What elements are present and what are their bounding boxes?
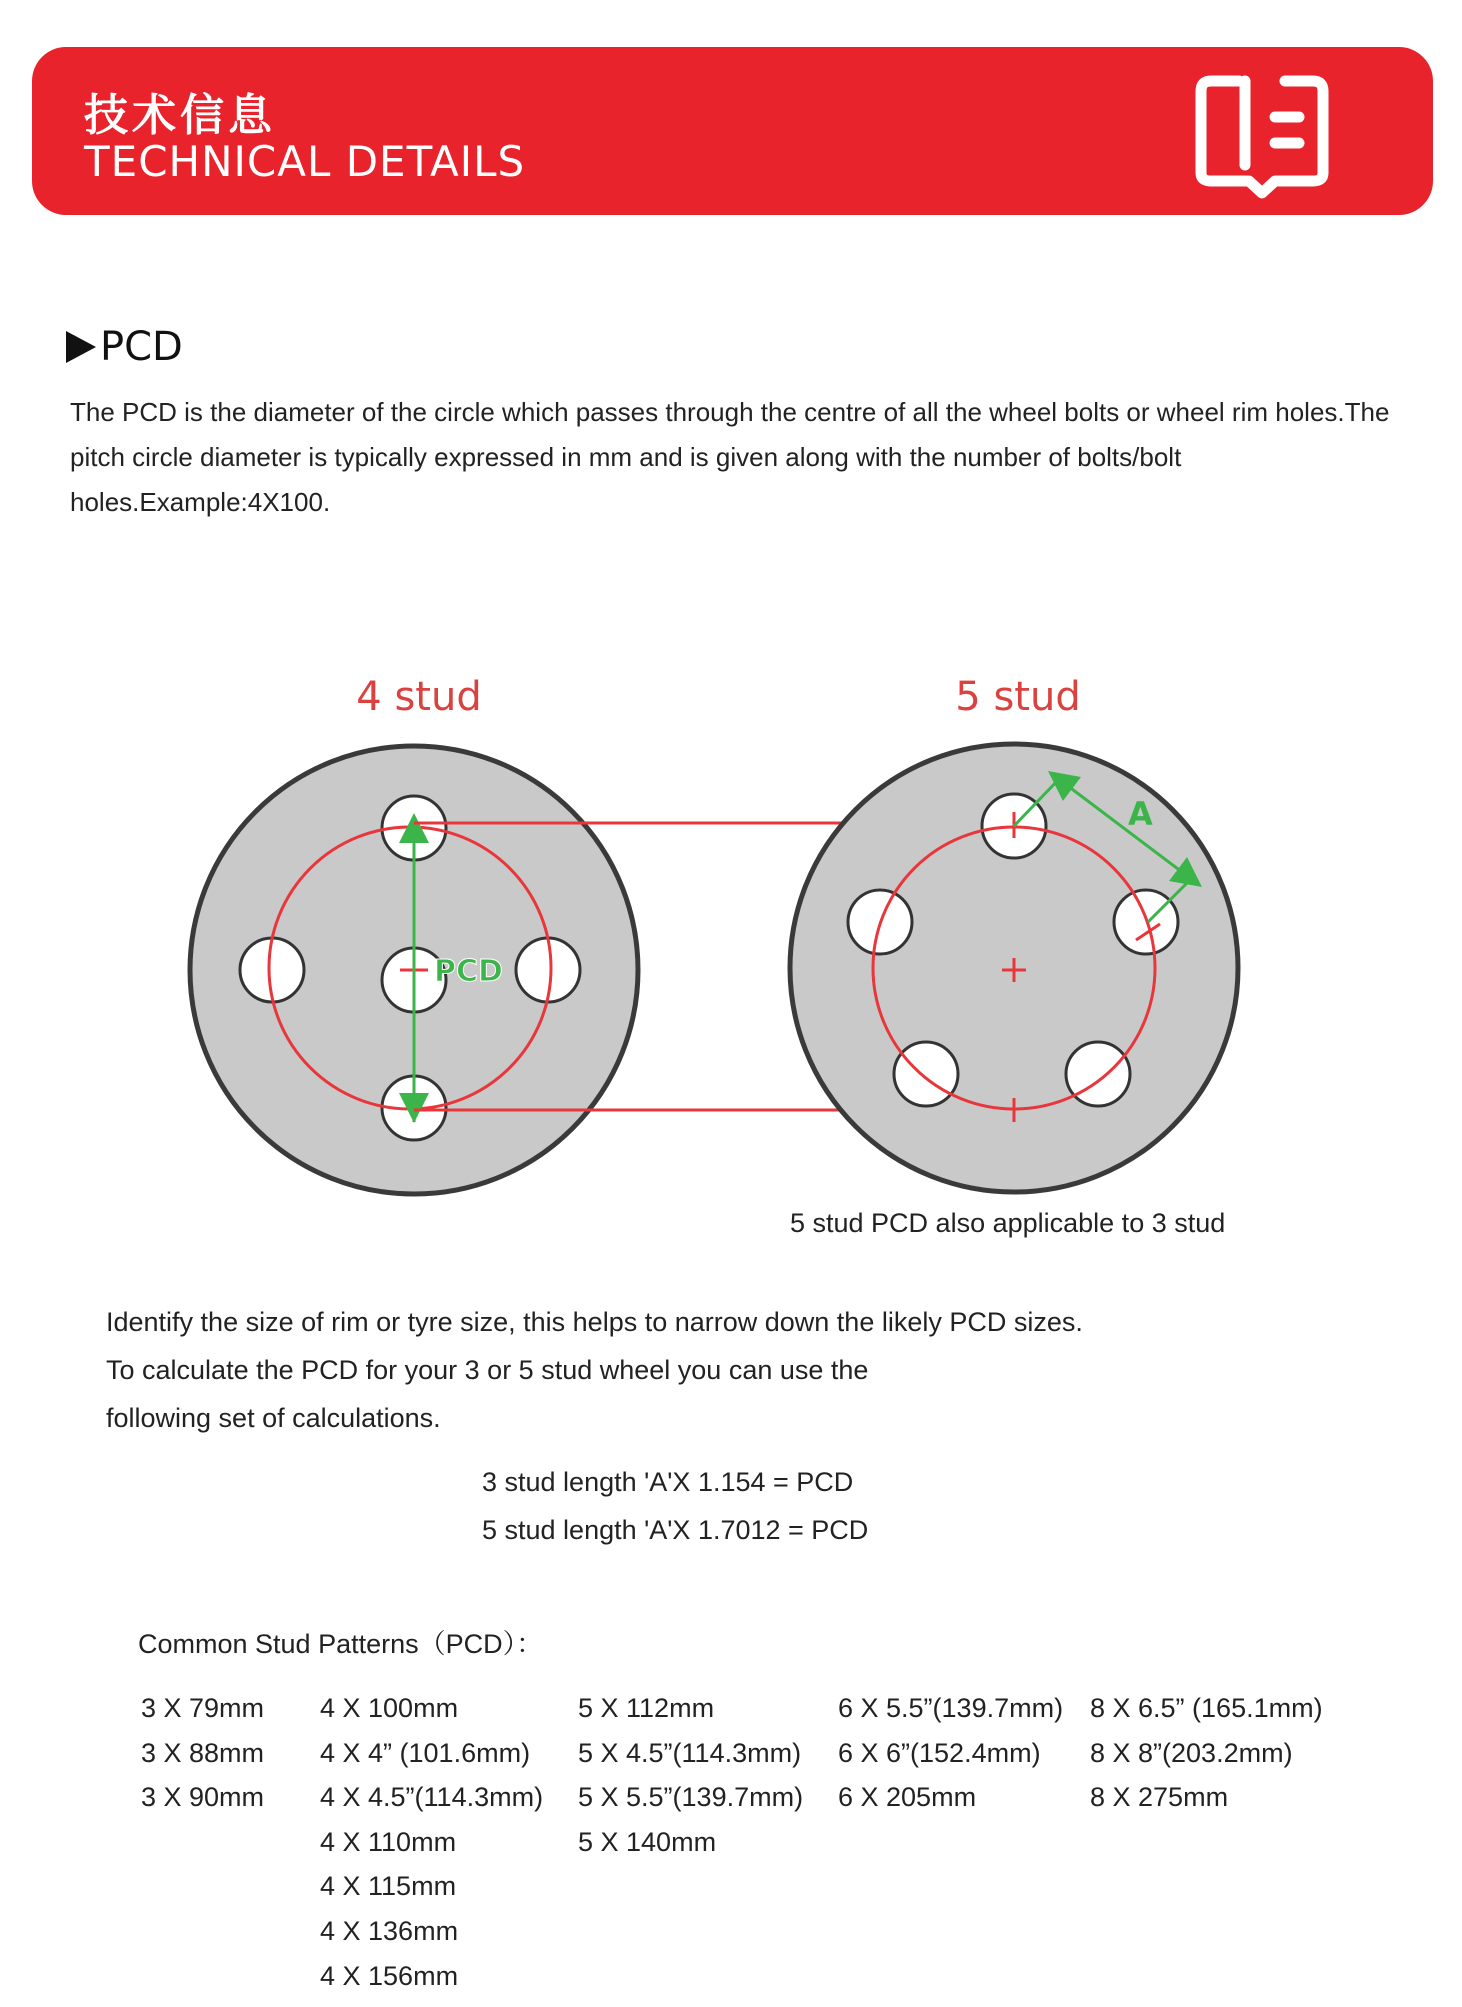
label-4-stud: 4 stud	[356, 674, 482, 720]
pattern-item: 5 X 4.5”(114.3mm)	[578, 1737, 802, 1768]
header-banner	[32, 47, 1433, 215]
pcd-description: The PCD is the diameter of the circle which passes through the centre of all the wheel bolts or wheel rim holes.The pitch circle diameter is typically expressed in mm and is given along with the number of bolts/bolt holes.Example:4X100.	[70, 397, 1390, 517]
pattern-item: 4 X 110mm	[320, 1826, 457, 1857]
patterns-column-4-stud	[320, 1686, 543, 1998]
label-5-stud: 5 stud	[955, 674, 1081, 720]
pattern-item: 8 X 8”(203.2mm)	[1090, 1737, 1293, 1768]
pcd-diagram	[0, 650, 1462, 1270]
pattern-item: 4 X 156mm	[320, 1960, 459, 1991]
formula-5-stud: 5 stud length 'A'X 1.7012 = PCD	[482, 1515, 869, 1545]
pattern-item: 4 X 4.5”(114.3mm)	[320, 1782, 544, 1813]
instruction-line-3: following set of calculations.	[106, 1403, 441, 1433]
diagram-caption: 5 stud PCD also applicable to 3 stud	[790, 1208, 1226, 1238]
patterns-column-6-stud	[838, 1686, 1063, 1820]
pcd-title-text: PCD	[100, 324, 183, 370]
pattern-item: 5 X 5.5”(139.7mm)	[578, 1782, 804, 1813]
common-patterns-title: Common Stud Patterns（PCD）：	[138, 1629, 544, 1659]
pattern-item: 4 X 115mm	[320, 1871, 457, 1902]
pattern-item: 4 X 4” (101.6mm)	[320, 1737, 531, 1768]
instructions-text	[106, 1298, 1346, 1442]
pcd-section-title	[66, 324, 183, 370]
pattern-item: 6 X 6”(152.4mm)	[838, 1737, 1041, 1768]
pattern-item: 6 X 5.5”(139.7mm)	[838, 1693, 1064, 1723]
pattern-item: 6 X 205mm	[838, 1782, 977, 1813]
triangle-bullet-icon	[66, 331, 96, 363]
pattern-item: 4 X 100mm	[320, 1693, 459, 1723]
formula-3-stud: 3 stud length 'A'X 1.154 = PCD	[482, 1467, 854, 1497]
pattern-item: 3 X 90mm	[141, 1782, 265, 1813]
instruction-line-2: To calculate the PCD for your 3 or 5 stud wheel you can use the	[106, 1355, 869, 1385]
pattern-item: 5 X 112mm	[578, 1693, 715, 1723]
label-pcd: PCD	[434, 954, 503, 989]
patterns-column-3-stud	[141, 1686, 264, 1820]
label-a: A	[1128, 795, 1153, 833]
wheel-4-stud	[190, 746, 638, 1194]
formulas	[482, 1458, 868, 1554]
patterns-column-5-stud	[578, 1686, 803, 1864]
pattern-item: 3 X 79mm	[141, 1693, 265, 1723]
pattern-item: 8 X 6.5” (165.1mm)	[1090, 1693, 1323, 1723]
instruction-line-1: Identify the size of rim or tyre size, this helps to narrow down the likely PCD sizes.	[106, 1307, 1083, 1337]
header-title-cn: 技术信息	[84, 90, 276, 141]
pattern-item: 5 X 140mm	[578, 1826, 717, 1857]
pattern-item: 8 X 275mm	[1090, 1782, 1229, 1813]
wheel-5-stud	[790, 744, 1238, 1192]
book-icon	[1187, 69, 1337, 199]
pattern-item: 3 X 88mm	[141, 1737, 265, 1768]
header-title-en: TECHNICAL DETAILS	[84, 137, 526, 186]
patterns-column-8-stud	[1090, 1686, 1323, 1820]
pattern-item: 4 X 136mm	[320, 1915, 459, 1946]
